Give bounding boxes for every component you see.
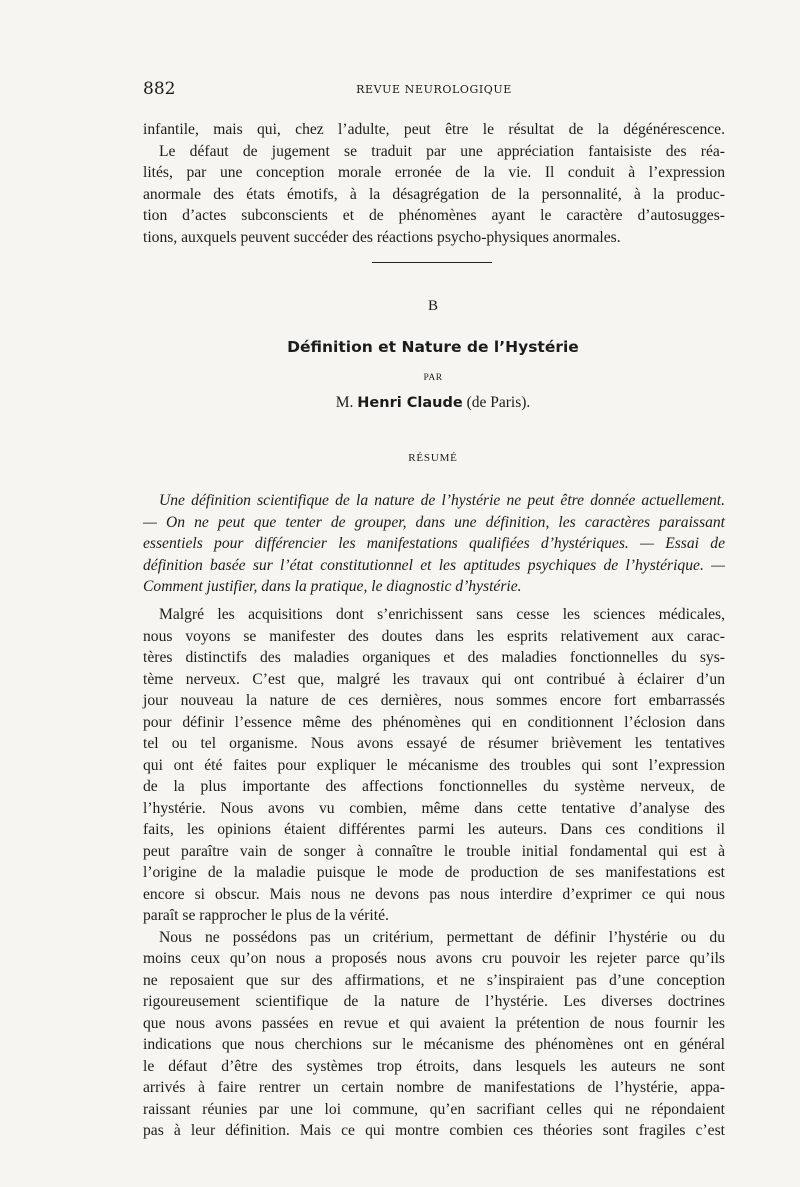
text-line: tions, auxquels peuvent succéder des réactions psycho-physiques anormales. [143, 228, 621, 246]
abstract-line: Une définition scientifique de la nature de l’hystérie ne peut être donnée actuellement. [159, 492, 725, 509]
text-line: anormale des états émotifs, à la désagrégation de la personnalité, à la produc- [143, 185, 725, 203]
author-name: Henri Claude [357, 395, 463, 411]
text-line: encore si obscur. Mais nous ne devons pas nous interdire d’exprimer ce qui nous [143, 885, 725, 903]
text-line: l’origine de la maladie puisque le mode de production de ses manifestations est [143, 864, 725, 881]
text-line: le défaut d’être des systèmes trop étroits, dans lesquels les auteurs ne sont [143, 1057, 725, 1075]
text-line: que nous avons passées en revue et qui avaient la prétention de nous fournir les [143, 1014, 725, 1032]
text-line: peut paraître vain de songer à connaître le trouble initial fondamental qui est à [143, 842, 725, 860]
text-line: lités, par une conception morale erronée de la vie. Il conduit à l’expression [143, 164, 725, 181]
text-line: paraît se rapprocher le plus de la vérité. [143, 907, 389, 924]
author-prefix: M. [335, 394, 354, 411]
text-line: qui ont été faites pour expliquer le mécanisme des troubles qui sont l’expression [143, 756, 725, 774]
abstract-line: — On ne peut que tenter de grouper, dans une définition, les caractères paraissant [143, 513, 725, 531]
text-line: tères distinctifs des maladies organiques et des maladies fonctionnelles du sys- [143, 649, 725, 666]
page-number: 882 [143, 79, 176, 99]
text-line: Malgré les acquisitions dont s’enrichissent sans cesse les sciences médicales, [159, 606, 725, 623]
section-divider [372, 262, 492, 263]
by-line-label: PAR [423, 373, 443, 383]
section-letter: B [427, 298, 438, 314]
text-line: nous voyons se manifester des doutes dans les esprits relativement aux carac- [143, 627, 725, 645]
text-line: l’hystérie. Nous avons vu combien, même dans cette tentative d’analyse des [143, 799, 725, 817]
text-line: pour définir l’essence même des phénomènes qui en conditionnent l’éclosion dans [143, 713, 725, 731]
text-line: de la plus importante des affections fonctionnelles du système nerveux, de [143, 778, 725, 795]
abstract-line: essentiels pour différencier les manifestations qualifiées d’hystériques. — Essai de [143, 535, 725, 552]
text-line: pas à leur définition. Mais ce qui montre combien ces théories sont fragiles c’est [143, 1122, 725, 1139]
text-line: faits, les opinions étaient différentes parmi les auteurs. Dans ces conditions il [143, 821, 725, 838]
author-line [0, 394, 800, 412]
text-line: moins ceux qu’on nous a proposés nous avons cru pouvoir les rejeter parce qu’ils [143, 950, 725, 967]
text-line: tion d’actes subconscients et de phénomènes ayant le caractère d’autosugges- [143, 207, 725, 224]
text-line: Nous ne possédons pas un critérium, permettant de définir l’hystérie ou du [159, 928, 725, 946]
text-line: tème nerveux. C’est que, malgré les travaux qui ont contribué à éclairer d’un [143, 670, 725, 688]
body-text [143, 604, 725, 1142]
text-line: ne reposaient que sur des affirmations, et ne s’inspiraient pas d’une conception [143, 971, 725, 989]
abstract-line: Comment justifier, dans la pratique, le diagnostic d’hystérie. [143, 578, 522, 595]
text-line: jour nouveau la nature de ces dernières, nous sommes encore fort embarrassés [143, 692, 725, 709]
article-title: Définition et Nature de l’Hystérie [287, 338, 579, 356]
text-line: Le défaut de jugement se traduit par une appréciation fantaisiste des réa- [159, 142, 725, 160]
abstract [143, 490, 725, 598]
text-line: arrivés à faire rentrer un certain nombre de manifestations de l’hystérie, appa- [143, 1079, 725, 1096]
page-header [143, 79, 725, 103]
resume-heading: RÉSUMÉ [408, 452, 458, 464]
text-line: rigoureusement scientifique de la nature de l’hystérie. Les diverses doctrines [143, 993, 725, 1010]
text-line: tel ou tel organisme. Nous avons essayé de résumer brièvement les tentatives [143, 735, 725, 752]
intro-paragraph [143, 119, 725, 248]
author-place: (de Paris). [466, 394, 531, 411]
text-line: indications que nous cherchions sur le mécanisme des phénomènes ont en général [143, 1036, 725, 1053]
text-line: infantile, mais qui, chez l’adulte, peut être le résultat de la dégénérescence. [143, 121, 725, 138]
text-line: raissant réunies par une loi commune, qu’en sacrifiant celles qui ne répondaient [143, 1100, 725, 1118]
running-head: REVUE NEUROLOGIQUE [356, 83, 512, 96]
abstract-line: définition basée sur l’état constitutionnel et les aptitudes psychiques de l’hystérique. — [143, 556, 725, 574]
